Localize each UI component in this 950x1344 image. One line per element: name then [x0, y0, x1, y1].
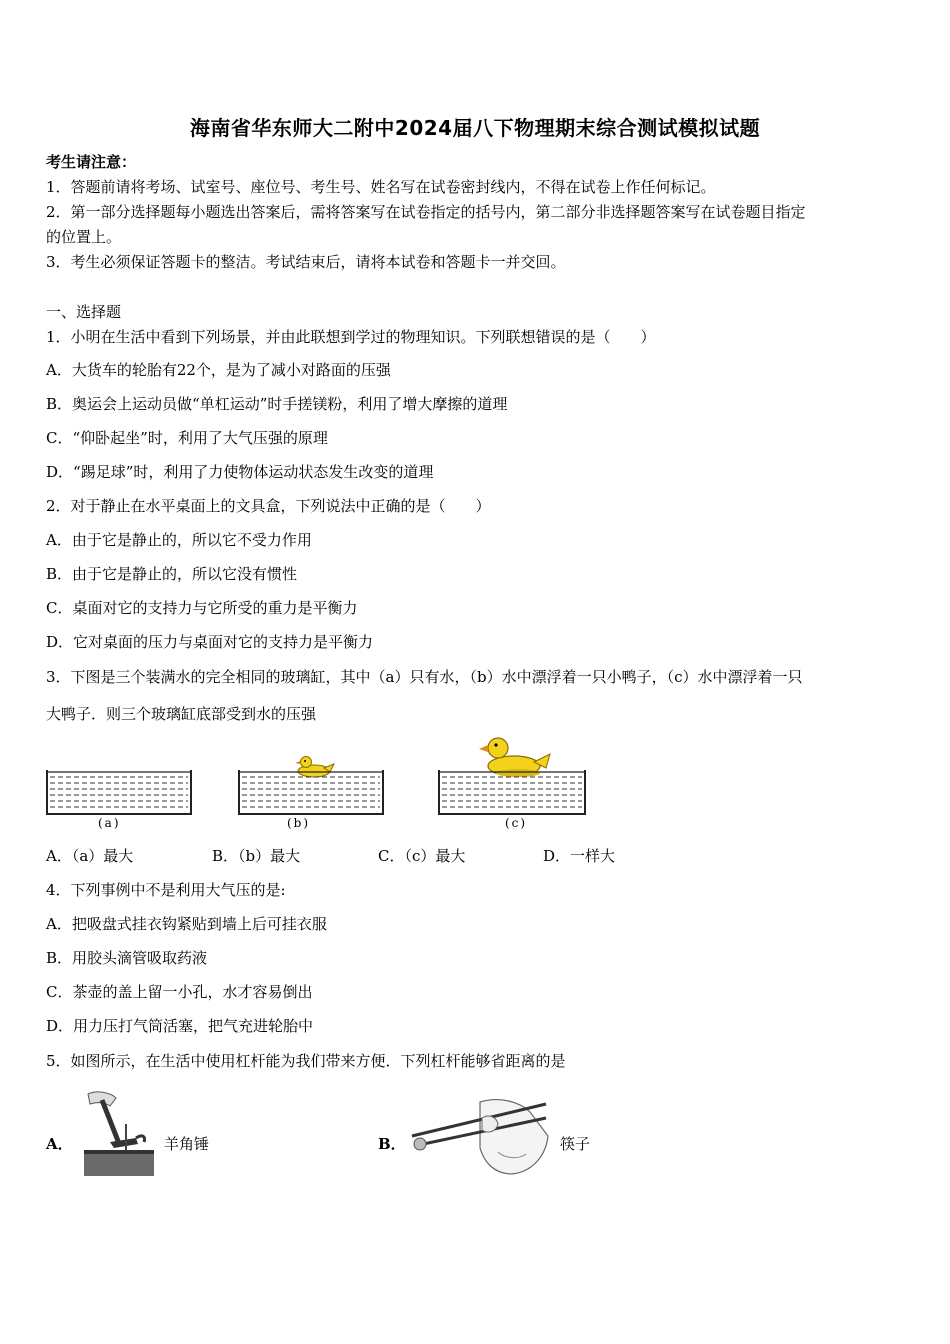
tank-c-figure	[438, 732, 586, 816]
q2-stem: 2．对于静止在水平桌面上的文具盒，下列说法中正确的是（ ）	[46, 497, 491, 515]
page-title: 海南省华东师大二附中2024届八下物理期末综合测试模拟试题	[189, 116, 761, 140]
q5-option-b-letter: B．	[378, 1135, 406, 1153]
notice-item-2-cont: 的位置上。	[46, 228, 122, 246]
q3-option-d: D．一样大	[543, 847, 616, 865]
tank-a-figure	[46, 770, 192, 816]
q2-option-a: A．由于它是静止的，所以它不受力作用	[46, 531, 312, 549]
tank-b-figure	[238, 750, 384, 816]
q1-option-d: D．“踢足球”时，利用了力使物体运动状态发生改变的道理	[46, 463, 434, 481]
claw-hammer-figure	[80, 1088, 158, 1184]
q5-option-a-letter: A．	[46, 1135, 73, 1153]
notice-item-1: 1．答题前请将考场、试室号、座位号、考生号、姓名写在试卷密封线内，不得在试卷上作任何标记。	[46, 178, 716, 196]
large-duck-icon	[479, 738, 550, 777]
claw-hammer-icon	[84, 1092, 154, 1176]
tank-a-caption: (a)	[98, 816, 121, 830]
chopsticks-icon	[412, 1100, 548, 1174]
q2-option-d: D．它对桌面的压力与桌面对它的支持力是平衡力	[46, 633, 374, 651]
notice-item-2: 2．第一部分选择题每小题选出答案后，需将答案写在试卷指定的括号内，第二部分非选择题答案写在试卷题目指定	[46, 203, 806, 221]
q4-option-c: C．茶壶的盖上留一小孔，水才容易倒出	[46, 983, 313, 1001]
q5-stem: 5．如图所示，在生活中使用杠杆能为我们带来方便．下列杠杆能够省距离的是	[46, 1052, 566, 1070]
q3-stem: 3．下图是三个装满水的完全相同的玻璃缸，其中（a）只有水，（b）水中漂浮着一只小鸭子，（c）水中漂浮着一只	[46, 668, 803, 686]
q5-option-a-label: 羊角锤	[164, 1135, 210, 1153]
notice-heading: 考生请注意：	[46, 153, 137, 171]
small-duck-icon	[295, 757, 334, 778]
q3-option-a: A．（a）最大	[46, 847, 134, 865]
q1-option-c: C．“仰卧起坐”时，利用了大气压强的原理	[46, 429, 328, 447]
q2-option-c: C．桌面对它的支持力与它所受的重力是平衡力	[46, 599, 358, 617]
q4-option-d: D．用力压打气筒活塞，把气充进轮胎中	[46, 1017, 314, 1035]
chopsticks-figure	[408, 1096, 550, 1180]
notice-item-3: 3．考生必须保证答题卡的整洁。考试结束后，请将本试卷和答题卡一并交回。	[46, 253, 566, 271]
q3-stem-cont: 大鸭子．则三个玻璃缸底部受到水的压强	[46, 705, 317, 723]
q4-stem: 4．下列事例中不是利用大气压的是:	[46, 881, 286, 899]
q4-option-b: B．用胶头滴管吸取药液	[46, 949, 208, 967]
q2-option-b: B．由于它是静止的，所以它没有惯性	[46, 565, 298, 583]
q4-option-a: A．把吸盘式挂衣钩紧贴到墙上后可挂衣服	[46, 915, 327, 933]
q3-option-b: B．（b）最大	[212, 847, 301, 865]
q5-option-b-label: 筷子	[560, 1135, 591, 1153]
q1-option-a: A．大货车的轮胎有22个，是为了减小对路面的压强	[46, 361, 391, 379]
tank-c-caption: (c)	[505, 816, 528, 830]
section-heading: 一、选择题	[46, 303, 122, 321]
q1-option-b: B．奥运会上运动员做“单杠运动”时手搓镁粉，利用了增大摩擦的道理	[46, 395, 508, 413]
tank-b-caption: (b)	[287, 816, 311, 830]
q1-stem: 1．小明在生活中看到下列场景，并由此联想到学过的物理知识。下列联想错误的是（ ）	[46, 328, 656, 346]
q3-option-c: C．（c）最大	[378, 847, 466, 865]
